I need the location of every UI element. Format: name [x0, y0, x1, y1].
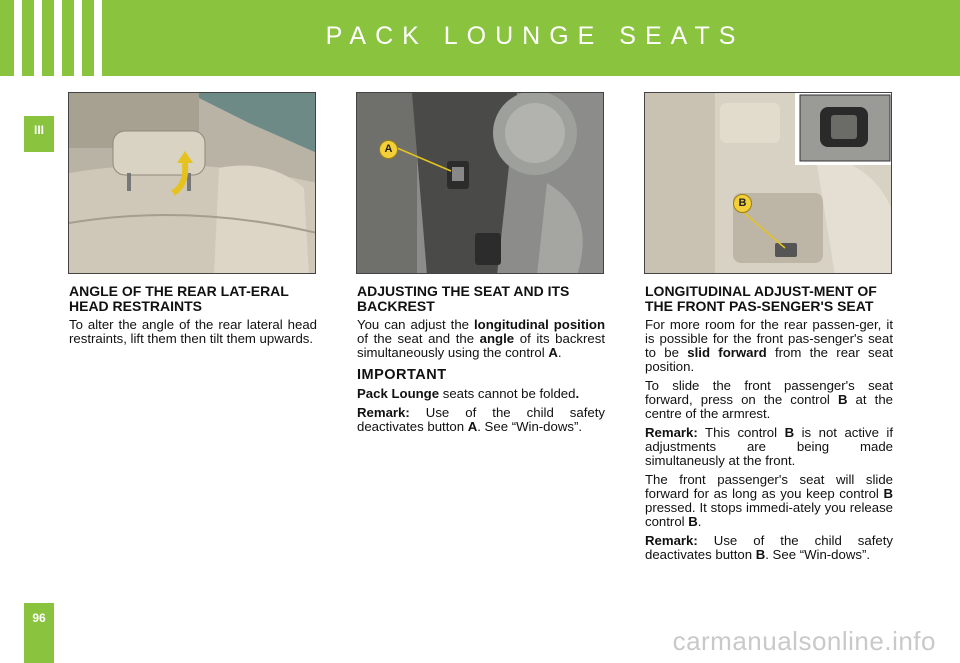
- body-text: To alter the angle of the rear lateral head restraints, lift them then tilt them upwards.: [69, 317, 317, 346]
- callout-b: B: [733, 194, 752, 213]
- body-text: To slide the front passenger's seat forward, press on the control B at the centre of the armrest.: [645, 378, 893, 421]
- section-heading: ADJUSTING THE SEAT AND ITS BACKREST: [357, 283, 570, 314]
- watermark[interactable]: carmanualsonline.info: [672, 626, 936, 656]
- column-left: [69, 284, 317, 351]
- body-text: Pack Lounge seats cannot be folded.: [357, 386, 580, 401]
- body-text: For more room for the rear passen-ger, it is possible for the front pas-senger's seat to be slid forward from the rear seat position.: [645, 317, 893, 374]
- callout-a: A: [379, 140, 398, 159]
- body-text: The front passenger's seat will slide forward for as long as you keep control B pressed. It stops immedi-ately you release control B.: [645, 472, 893, 529]
- section-heading: LONGITUDINAL ADJUST-MENT OF THE FRONT PAS-SENGER'S SEAT: [645, 283, 877, 314]
- section-heading: ANGLE OF THE REAR LAT-ERAL HEAD RESTRAINTS: [69, 283, 289, 314]
- important-heading: IMPORTANT: [357, 367, 447, 383]
- chapter-tab: III: [24, 116, 54, 152]
- photo-armrest-control: [644, 92, 892, 274]
- header-stripe: [54, 0, 62, 76]
- remark-text: Remark: Use of the child safety deactivates button A. See “Win-dows”.: [357, 405, 605, 434]
- page-title: PACK LOUNGE SEATS: [325, 22, 745, 50]
- photo-door-control: [356, 92, 604, 274]
- column-right: [645, 284, 893, 567]
- header-stripe: [34, 0, 42, 76]
- remark-text: Remark: Use of the child safety deactivates button B. See “Win-dows”.: [645, 533, 893, 562]
- photo-head-restraint: [68, 92, 316, 274]
- body-text: You can adjust the longitudinal position of the seat and the angle of its backrest simultaneously using the control A.: [357, 317, 605, 360]
- header-stripe: [14, 0, 22, 76]
- header-stripe: [94, 0, 102, 76]
- page-number: 96: [24, 603, 54, 663]
- remark-text: Remark: This control B is not active if adjustments are being made simultaneusly at the front.: [645, 425, 894, 468]
- header-band: [0, 0, 960, 76]
- column-middle: [357, 284, 605, 439]
- header-stripe: [74, 0, 82, 76]
